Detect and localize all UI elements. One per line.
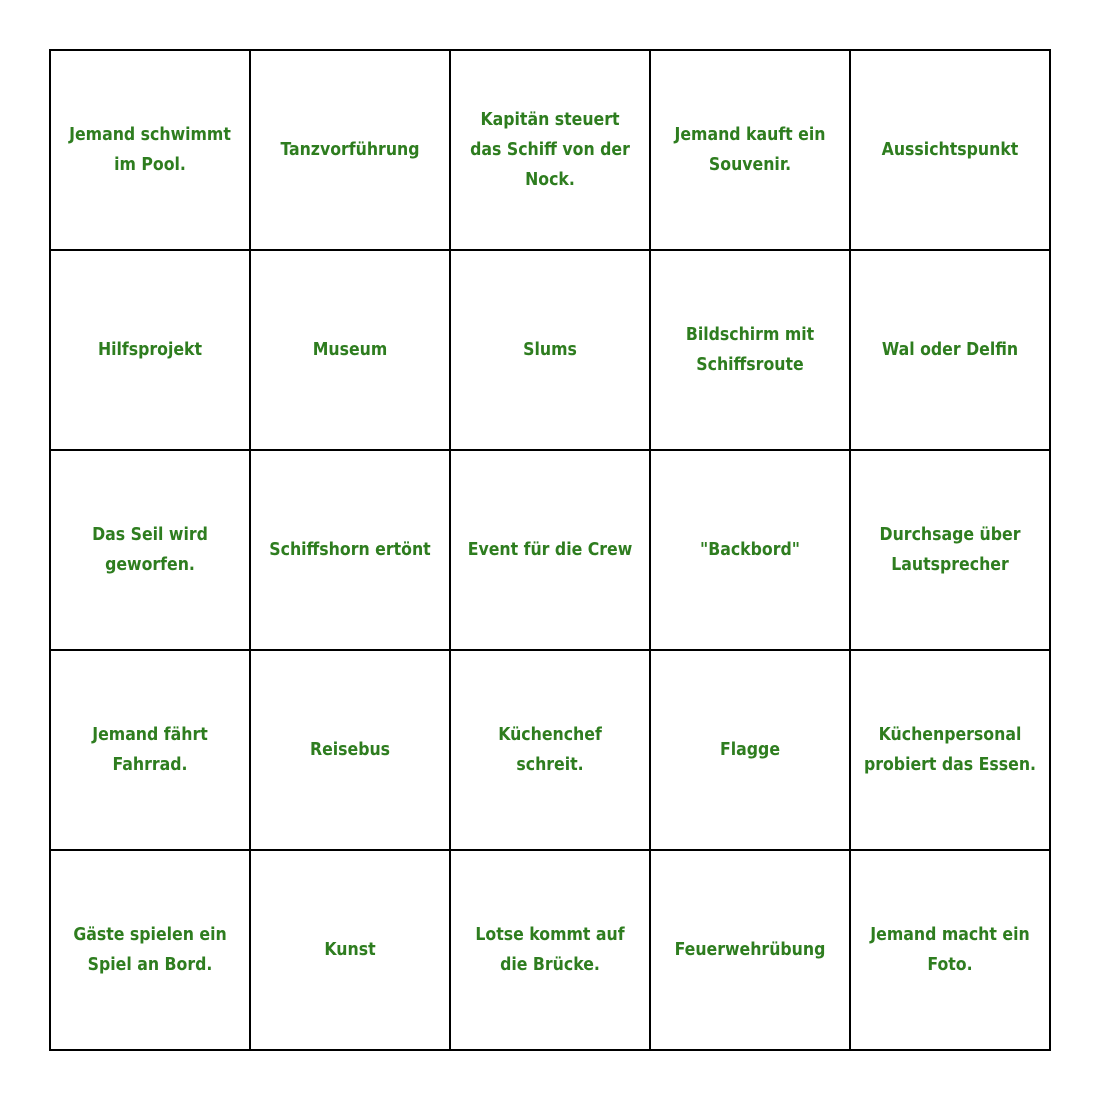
bingo-cell[interactable] [851,251,1051,451]
bingo-cell-label: Jemand kauft ein Souvenir. [674,125,826,175]
bingo-cell-label: Bildschirm mit Schiffsroute [685,325,815,375]
bingo-cell-label: Hilfsprojekt [97,340,203,360]
bingo-cell[interactable] [451,451,651,651]
bingo-cell[interactable] [651,451,851,651]
bingo-cell-label: Kunst [324,940,376,960]
bingo-cell-label: Schiffshorn ertönt [269,540,431,560]
bingo-cell[interactable] [851,451,1051,651]
bingo-cell[interactable] [251,651,451,851]
bingo-cell[interactable] [451,851,651,1051]
bingo-cell-label: Gäste spielen ein Spiel an Bord. [73,925,227,975]
bingo-cell[interactable] [251,851,451,1051]
bingo-cell[interactable] [651,651,851,851]
bingo-cell-label: Kapitän steuert das Schiff von der Nock. [470,110,630,190]
bingo-cell[interactable] [451,51,651,251]
bingo-cell[interactable] [851,851,1051,1051]
bingo-cell-label: Durchsage über Lautsprecher [879,525,1021,575]
bingo-cell-label: Jemand fährt Fahrrad. [92,725,208,775]
bingo-cell-label: Flagge [720,740,780,760]
bingo-cell[interactable] [451,651,651,851]
bingo-cell-label: Reisebus [309,740,391,760]
bingo-cell[interactable] [51,451,251,651]
bingo-cell-label: Tanzvorführung [280,140,420,160]
bingo-cell[interactable] [251,451,451,651]
bingo-cell-label: Jemand schwimmt im Pool. [69,125,231,175]
bingo-cell[interactable] [251,251,451,451]
bingo-cell-label: Aussichtspunkt [881,140,1019,160]
bingo-cell[interactable] [651,251,851,451]
bingo-cell-label: Das Seil wird geworfen. [92,525,208,575]
bingo-cell-label: Wal oder Delfin [881,340,1019,360]
bingo-cell-label: Feuerwehrübung [674,940,826,960]
bingo-cell[interactable] [851,51,1051,251]
bingo-cell[interactable] [651,51,851,251]
bingo-cell-label: Küchenpersonal probiert das Essen. [863,725,1037,775]
bingo-cell-label: Jemand macht ein Foto. [870,925,1030,975]
bingo-board [49,49,1051,1051]
bingo-cell[interactable] [51,51,251,251]
bingo-cell-label: Küchenchef schreit. [498,725,602,775]
bingo-cell-label: Lotse kommt auf die Brücke. [475,925,625,975]
bingo-cell-label: Museum [312,340,388,360]
bingo-cell[interactable] [651,851,851,1051]
bingo-cell-label: Event für die Crew [467,540,633,560]
bingo-cell[interactable] [51,651,251,851]
bingo-cell[interactable] [251,51,451,251]
bingo-cell[interactable] [851,651,1051,851]
bingo-cell-label: Slums [523,340,577,360]
bingo-cell[interactable] [51,251,251,451]
bingo-cell[interactable] [451,251,651,451]
bingo-cell-label: "Backbord" [700,540,800,560]
bingo-cell[interactable] [51,851,251,1051]
